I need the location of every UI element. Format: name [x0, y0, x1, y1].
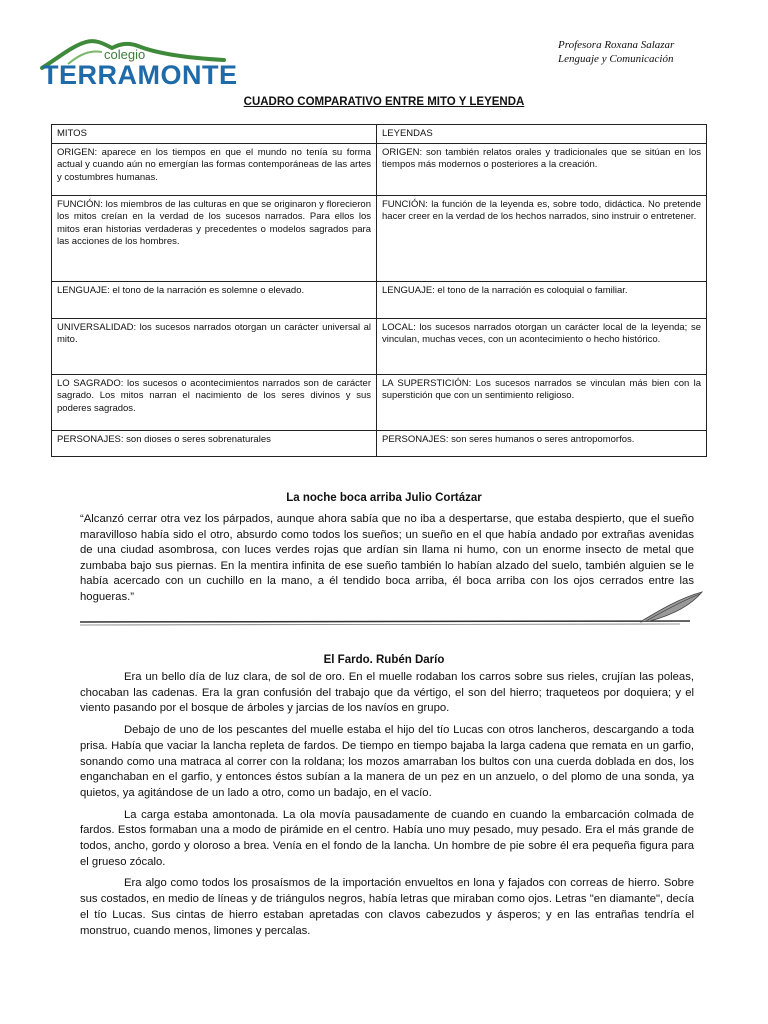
story-paragraph: La carga estaba amontonada. La ola movía pausadamente de cuando en cuando la embarcación colmada de fardos. Estos formaban una a modo de pirámide en el centro. Había uno muy pesado, muy pesado. Era el más grande de todos, ancho, gordo y oloroso a brea. Venía en el fondo de la lancha. Un hombre de pie sobre él era pequeña figura para el grueso zócalo.	[80, 808, 694, 868]
table-cell: LA SUPERSTICIÓN: Los sucesos narrados se vinculan más bien con la superstición que con un sentimiento religioso.	[377, 374, 707, 430]
comparison-table	[51, 124, 707, 457]
table-cell: PERSONAJES: son dioses o seres sobrenaturales	[52, 430, 377, 456]
story-paragraph: Era algo como todos los prosaísmos de la importación envueltos en lona y fajados con correas de hierro. Sobre sus costados, en medio de líneas y de triángulos negros, había letras que miraban como ojos. Letras "en diamante", decía el tío Lucas. Sus cintas de hierro estaban apretadas con clavos cabezudos y ásperos; y en las entrañas tendría el monstruo, cuando menos, limones y percalas.	[80, 877, 694, 937]
table-cell: PERSONAJES: son seres humanos o seres antropomorfos.	[377, 430, 707, 456]
story-paragraph: Era un bello día de luz clara, de sol de oro. En el muelle rodaban los carros sobre sus rieles, crujían las poleas, chocaban las cadenas. Era la gran confusión del trabajo que da vértigo, el son del hierro; traqueteos por doquiera; y el viento pasando por el bosque de árboles y jarcias de los navíos en grupo.	[80, 671, 694, 715]
logo-wordmark: TERRAMONTE	[42, 60, 238, 90]
school-logo	[38, 34, 238, 94]
quill-divider-icon	[80, 590, 706, 630]
table-cell: LO SAGRADO: los sucesos o acontecimientos narrados son de carácter sagrado. Los mitos narran el nacimiento de los seres divinos y sus poderes sagrados.	[52, 374, 377, 430]
table-row	[52, 318, 707, 374]
subject-name: Lenguaje y Comunicación	[558, 53, 674, 65]
logo-subtitle: colegio	[104, 47, 146, 62]
table-row	[52, 195, 707, 281]
document-title: CUADRO COMPARATIVO ENTRE MITO Y LEYENDA	[243, 96, 525, 108]
column-header-leyendas: LEYENDAS	[377, 125, 707, 144]
table-cell: LENGUAJE: el tono de la narración es solemne o elevado.	[52, 281, 377, 318]
table-cell: ORIGEN: aparece en los tiempos en que el mundo no tenía su forma actual y cuando aún no emergían las formas contemporáneas de las artes y costumbres humanas.	[52, 143, 377, 195]
table-row	[52, 430, 707, 456]
table-cell: FUNCIÓN: la función de la leyenda es, sobre todo, didáctica. No pretende hacer creer en la verdad de los hechos narrados, sino instruir o entretener.	[377, 195, 707, 281]
author-block	[558, 38, 674, 66]
table-cell: UNIVERSALIDAD: los sucesos narrados otorgan un carácter universal al mito.	[52, 318, 377, 374]
table-row	[52, 143, 707, 195]
teacher-name: Profesora Roxana Salazar	[558, 39, 675, 51]
cortazar-quote: “Alcanzó cerrar otra vez los párpados, aunque ahora sabía que no iba a despertarse, que estaba despierto, que el sueño maravilloso había sido el otro, absurdo como todos los sueños; un sueño en el que había andado por extrañas avenidas de una ciudad asombrosa, con luces verdes rojas que ardían sin llama ni humo, con un enorme insecto de metal que zumbaba bajo sus piernas. En la mentira infinita de ese sueño también lo habían alzado del suelo, también alguien se le había acercado con un cuchillo en la mano, a él tendido boca arriba, él boca arriba con los ojos cerrados entre las hogueras.”	[80, 513, 694, 603]
table-row	[52, 281, 707, 318]
table-cell: FUNCIÓN: los miembros de las culturas en que se originaron y florecieron los mitos creían en la verdad de los sucesos narrados. Para ellos los mitos eran historias verdaderas y precedentes o modelos sagrados para las acciones de los hombres.	[52, 195, 377, 281]
cortazar-title: La noche boca arriba Julio Cortázar	[286, 492, 482, 504]
table-header-row	[52, 125, 707, 144]
table-cell: LENGUAJE: el tono de la narración es coloquial o familiar.	[377, 281, 707, 318]
column-header-mitos: MITOS	[52, 125, 377, 144]
story-paragraph: Debajo de uno de los pescantes del muelle estaba el hijo del tío Lucas con otros lancheros, descargando a toda prisa. Había que vaciar la lancha repleta de fardos. De tiempo en tiempo bajaba la larga cadena que remata en un garfio, sonando como una matraca al correr con la roldana; los mozos amarraban los bultos con una cuerda doblada en dos, los enganchaban en el garfio, y entonces éstos subían a la manera de un pez en un anzuelo, o del plomo de una sonda, ya quietos, ya agitándose de un lado a otro, como un badajo, en el vacío.	[80, 724, 694, 799]
table-row	[52, 374, 707, 430]
dario-title: El Fardo. Rubén Darío	[323, 654, 445, 666]
table-cell: LOCAL: los sucesos narrados otorgan un carácter local de la leyenda; se vinculan, muchas veces, con un acontecimiento o hecho histórico.	[377, 318, 707, 374]
dario-story	[80, 670, 694, 945]
table-cell: ORIGEN: son también relatos orales y tradicionales que se sitúan en los tiempos más modernos o posteriores a la creación.	[377, 143, 707, 195]
